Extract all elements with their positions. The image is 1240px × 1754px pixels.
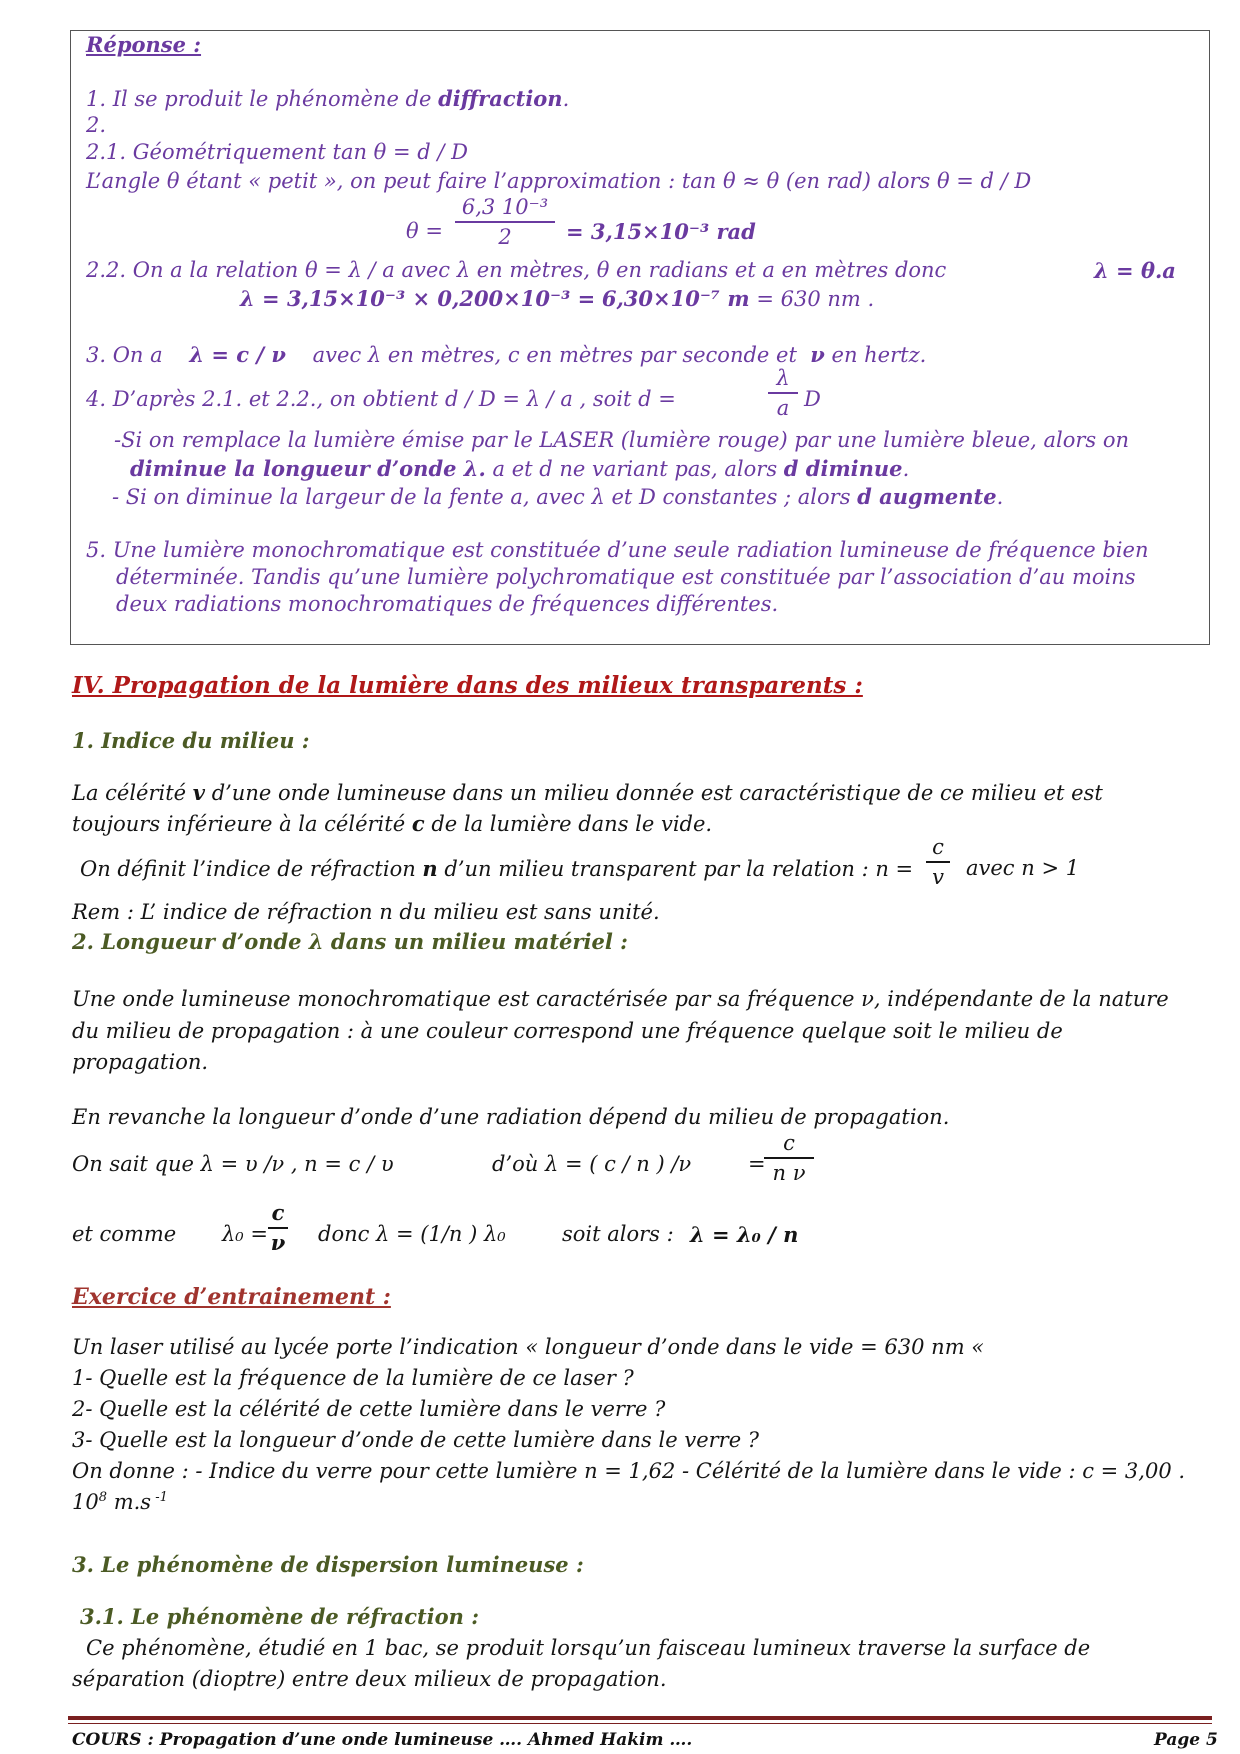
answer-4b-post: .	[902, 457, 910, 481]
answer-line-5a: 5. Une lumière monochromatique est constituée d’une seule radiation lumineuse de fréquence bien	[86, 538, 1149, 562]
section-4-title: IV. Propagation de la lumière dans des milieux transparents :	[72, 672, 863, 699]
theta-result: = 3,15×10⁻³ rad	[566, 219, 756, 244]
exercise-line-1: Un laser utilisé au lycée porte l’indication « longueur d’onde dans le vide = 630 nm «	[72, 1335, 985, 1359]
exercise-line-4: 3- Quelle est la longueur d’onde de cette lumière dans le verre ?	[72, 1428, 760, 1452]
answer-4b-bold: diminue la longueur d’onde λ.	[130, 456, 486, 481]
para-5-result: λ = λ₀ / n	[690, 1222, 799, 1247]
para-1b	[72, 811, 712, 836]
answer-line-2-1: 2.1. Géométriquement tan θ = d / D	[86, 140, 468, 164]
index-fraction-bar	[926, 861, 950, 863]
theta-fraction	[455, 195, 555, 249]
para-3: En revanche la longueur d’onde d’une radiation dépend du milieu de propagation.	[72, 1105, 950, 1129]
answer-1-text: 1. Il se produit le phénomène de	[86, 87, 432, 111]
lambda0-bar	[268, 1227, 288, 1229]
index-fraction-den: v	[932, 865, 944, 889]
answer-line-2-1b: L’angle θ étant « petit », on peut faire l’approximation : tan θ ≈ θ (en rad) alors θ = d / D	[86, 169, 1032, 193]
exercise-line-3: 2- Quelle est la célérité de cette lumière dans le verre ?	[72, 1397, 666, 1421]
definition-tail: avec n > 1	[966, 856, 1080, 880]
remark: Rem : L’ indice de réfraction n du milieu est sans unité.	[72, 900, 660, 924]
answer-line-5c: deux radiations monochromatiques de fréquences différentes.	[116, 592, 779, 616]
subsection-3-title: 3. Le phénomène de dispersion lumineuse :	[72, 1552, 584, 1577]
para-4-eq: =	[748, 1152, 766, 1176]
para-2b: du milieu de propagation : à une couleur correspond une fréquence quelque soit le milieu de	[72, 1019, 1063, 1043]
lambda-medium-den: n ν	[772, 1161, 806, 1185]
answer-4c-pre: - Si on diminue la largeur de la fente a, avec λ et D constantes ; alors	[112, 485, 851, 509]
definition-line	[80, 856, 913, 881]
answer-lambda-formula: λ = θ.a	[1094, 258, 1176, 283]
answer-1-post: .	[562, 87, 570, 111]
definition-pre: On définit l’indice de réfraction	[80, 857, 416, 881]
ex6-exp2: -1	[151, 1490, 168, 1505]
answer-3-post: en hertz.	[831, 343, 927, 367]
answer-line-4b	[130, 456, 909, 481]
answer-2-2b-post: = 630 nm .	[756, 287, 875, 311]
d-fraction-den: a	[776, 396, 790, 420]
answer-line-2-2: 2.2. On a la relation θ = λ / a avec λ en mètres, θ en radians et a en mètres donc	[86, 258, 947, 282]
subsection-1-title: 1. Indice du milieu :	[72, 728, 310, 753]
para-2c: propagation.	[72, 1050, 209, 1074]
footer-rule-thick	[68, 1716, 1212, 1720]
lambda0-num: c	[271, 1200, 285, 1225]
para-5-lambda0: λ₀ =	[222, 1222, 268, 1246]
answer-line-4: 4. D’après 2.1. et 2.2., on obtient d / D = λ / a , soit d =	[86, 387, 676, 411]
answer-2-2b-bold: 6,30×10⁻⁷ m	[601, 286, 750, 311]
exercise-title: Exercice d’entrainement :	[72, 1284, 391, 1310]
para-5-a: et comme	[72, 1222, 177, 1246]
theta-fraction-bar	[455, 221, 555, 223]
ex6-unit: m.s	[107, 1490, 152, 1514]
theta-lhs: θ =	[406, 219, 443, 243]
footer-course-label: COURS : Propagation d’une onde lumineuse …. Ahmed Hakim ….	[72, 1730, 693, 1750]
d-fraction-bar	[768, 392, 798, 394]
para-1b-post: de la lumière dans le vide.	[431, 812, 713, 836]
para-6a: Ce phénomène, étudié en 1 bac, se produit lorsqu’un faisceau lumineux traverse la surface de	[86, 1636, 1091, 1660]
index-fraction-num: c	[932, 835, 944, 859]
para-1a-v: v	[192, 780, 205, 805]
answer-heading: Réponse :	[86, 32, 202, 57]
exercise-line-6	[72, 1490, 168, 1514]
answer-line-4a: -Si on remplace la lumière émise par le LASER (lumière rouge) par une lumière bleue, alors on	[114, 428, 1130, 452]
answer-4b-mid: a et d ne variant pas, alors	[492, 457, 778, 481]
para-1a-post: d’une onde lumineuse dans un milieu donnée est caractéristique de ce milieu et est	[211, 781, 1103, 805]
answer-line-1	[86, 86, 569, 111]
exercise-line-5: On donne : - Indice du verre pour cette lumière n = 1,62 - Célérité de la lumière dans le vide : c = 3,00 .	[72, 1459, 1186, 1483]
para-1b-pre: toujours inférieure à la célérité	[72, 812, 406, 836]
para-2a: Une onde lumineuse monochromatique est caractérisée par sa fréquence ν, indépendante de la nature	[72, 987, 1169, 1011]
d-fraction-num: λ	[776, 366, 790, 390]
answer-1-bold: diffraction	[438, 86, 563, 111]
theta-fraction-num: 6,3 10⁻³	[461, 195, 549, 219]
lambda0-den: ν	[270, 1230, 286, 1255]
lambda-medium-bar	[764, 1157, 814, 1159]
answer-line-5b: déterminée. Tandis qu’une lumière polychromatique est constituée par l’association d’au moins	[116, 565, 1136, 589]
footer-page-number: Page 5	[1154, 1730, 1218, 1750]
answer-line-4c	[112, 484, 1003, 509]
d-fraction	[768, 366, 798, 420]
answer-line-3	[86, 342, 926, 367]
footer-rule-thin	[68, 1723, 1212, 1724]
d-fraction-D: D	[804, 387, 821, 411]
para-5-b: donc λ = (1/n ) λ₀	[318, 1222, 506, 1246]
para-1a	[72, 780, 1103, 805]
para-6b: séparation (dioptre) entre deux milieux de propagation.	[72, 1667, 667, 1691]
answer-line-2-2b	[240, 286, 874, 311]
para-5-c: soit alors :	[562, 1222, 674, 1246]
subsection-2-title: 2. Longueur d’onde λ dans un milieu matériel :	[72, 929, 628, 954]
para-1b-c: c	[411, 811, 425, 836]
answer-3-bold: λ = c / ν	[189, 342, 286, 367]
answer-4c-bold: d augmente	[857, 484, 997, 509]
ex6-exp: 8	[98, 1490, 108, 1505]
exercise-line-2: 1- Quelle est la fréquence de la lumière de ce laser ?	[72, 1366, 634, 1390]
answer-4c-post: .	[996, 485, 1004, 509]
answer-3-nu: ν	[810, 342, 825, 367]
answer-4b-bold2: d diminue	[783, 456, 903, 481]
definition-n: n	[422, 856, 438, 881]
index-fraction	[926, 835, 950, 889]
definition-post: d’un milieu transparent par la relation : n =	[444, 857, 914, 881]
para-4-b: d’où λ = ( c / n ) /ν	[492, 1152, 692, 1176]
answer-2-2b-text: λ = 3,15×10⁻³ × 0,200×10⁻³ =	[240, 286, 596, 311]
answer-3-pre: 3. On a	[86, 343, 163, 367]
answer-line-2: 2.	[86, 113, 107, 137]
lambda0-fraction	[268, 1201, 288, 1255]
theta-fraction-den: 2	[498, 225, 512, 249]
answer-3-mid: avec λ en mètres, c en mètres par seconde et	[312, 343, 797, 367]
lambda-medium-fraction	[764, 1131, 814, 1185]
para-1a-pre: La célérité	[72, 781, 187, 805]
para-4-a: On sait que λ = υ /ν , n = c / υ	[72, 1152, 394, 1176]
ex6-base: 10	[72, 1490, 99, 1514]
subsection-3-1-title: 3.1. Le phénomène de réfraction :	[80, 1604, 479, 1629]
lambda-medium-num: c	[783, 1131, 795, 1155]
